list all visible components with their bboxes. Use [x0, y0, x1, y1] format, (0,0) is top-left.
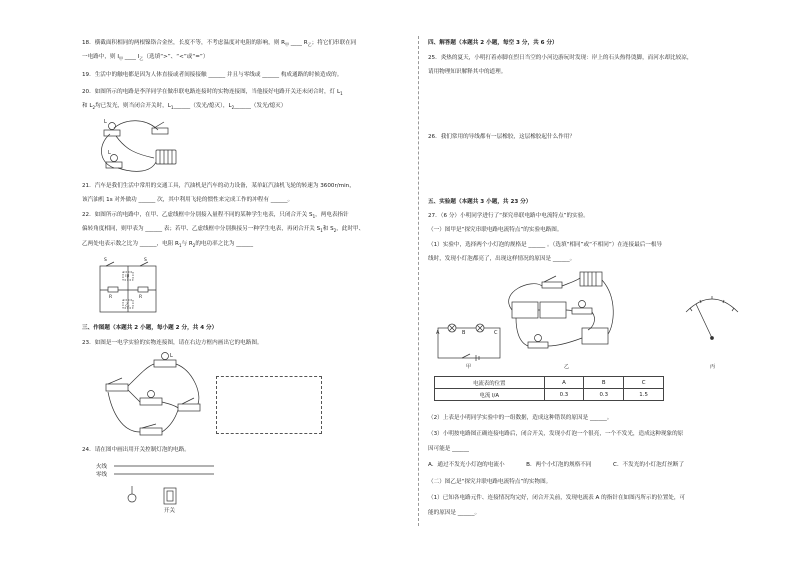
point-C: C: [494, 330, 498, 336]
q27-part5: （二）图乙是“探究并联电路电流特点”的实物图。: [428, 479, 552, 485]
q20-line2: 和 $L_2$均已发光，则当闭合开关时，$L_1\_\_\_\_\_\_$（发光/熄灭），$L_2\_\_\_\_\_\_$（发光/熄灭）: [82, 103, 287, 111]
q27-part6-line1: （1）已知各电路元件、连接情况均完好，闭合开关前，发现电流表 A 的指针在如图丙所示的位置处，可: [428, 495, 686, 501]
q25-line2: 请用物理知识解释其中的道理。: [428, 69, 507, 75]
L2-label: L: [170, 353, 173, 359]
option-b: B．两个小灯泡的规格不同: [526, 462, 592, 468]
point-B: B: [462, 330, 466, 336]
q27-part6-line2: 能的原因是 ______。: [428, 510, 481, 516]
R1-label: R: [109, 295, 113, 300]
fig-jia-label: 甲: [466, 364, 472, 370]
q25-line1: 25．炎热的夏天，小明打着赤脚在烈日当空的小河边游玩时发现：岸上的石头热得烫脚，而河水却比较凉，: [428, 55, 693, 61]
q21-line1: 21．汽车是我们生活中常用的交通工具，汽油机是汽车的动力设备，某单缸汽油机飞轮的转速为 3600r/min，: [82, 183, 355, 189]
option-c: C．不发光的小灯泡灯丝断了: [613, 462, 685, 468]
section-3-heading: 三、作图题（本题共 2 小题，每小题 2 分，共 4 分）: [82, 325, 218, 331]
zero-wire-label: 零线: [96, 472, 108, 478]
jia-label: 甲: [125, 275, 130, 280]
column-divider: [418, 36, 419, 526]
current-data-table: [434, 376, 664, 401]
q20-line1: 20．如图所示的电路是李洋同学在做串联电路连接时的实物连接图，当他接好电路开关还未闭合时，灯 $L_1$: [82, 89, 343, 97]
table-row: 电流表的位置 A B C: [435, 377, 664, 389]
q22-circuit-figure: [96, 254, 162, 320]
R2-label: R: [139, 295, 143, 300]
q27-part2-line2: 线时，发现小灯泡都亮了，出现这样情况的原因是 ______。: [428, 256, 576, 262]
q21-line2: 该汽油机 1s 对外做功 ______ 次，其中利用飞轮的惯性来完成工作的冲程有 ______。: [82, 197, 294, 203]
q27-part2-line1: （1）实验中，选择两个小灯泡的规格是 ______ 。（选填“相同”或“不相同”）在连接最后一根导: [428, 242, 663, 248]
section-5-heading: 五、实验题（本题共 3 小题，共 23 分）: [428, 199, 532, 205]
q23-circuit-figure: [98, 352, 208, 438]
q27: 27．（6 分）小明同学进行了“探究串联电路中电流特点”的实验。: [428, 213, 589, 219]
q18-line2: 一电路中，则 $I_甲$ ____ $I_乙$（选填“>”、“<”或“=”）: [82, 54, 209, 62]
q24-wiring-figure: [96, 460, 216, 524]
fig-bing-label: 丙: [710, 364, 716, 370]
q27-part3: （2）上表是小明同学实验中的一组数据，造成这种错误的原因是 ______。: [428, 415, 613, 421]
q22-line1: 22．如图所示的电路中，在甲、乙虚线框中分别接入量程不同的某种学生电表，只闭合开关 $S_1$，两电表指针: [82, 212, 349, 220]
q23: 23．如图是一电学实验的实物连接图，请在右边方框内画出它的电路图。: [82, 340, 263, 346]
q27-part1: （一）图甲是“探究串联电路电流特点”的实验电路图。: [428, 227, 563, 233]
q27-part4-line1: （3）小明按电路图正确连接电路后，闭合开关，发现小灯泡一个很亮，一个不发光，造成这种现象的原: [428, 431, 684, 437]
q20-circuit-figure: [96, 114, 186, 176]
answer-box[interactable]: [216, 376, 322, 434]
q27-figures: [432, 268, 762, 370]
section-4-heading: 四、解答题（本题共 2 小题，每空 3 分，共 6 分）: [428, 40, 558, 46]
q26: 26．我们常用的导线都有一层橡胶，这层橡胶起什么作用？: [428, 134, 575, 140]
q19: 19．生活中的触电都是因为人体直接或者间接接触 ______ 并且与零线或 ______ 构成通路的时候造成的。: [82, 72, 343, 78]
q22-line3: 乙两处电表示数之比为 ______，电阻 $R_1$与 $R_2$的电功率之比为 ______: [82, 241, 254, 249]
S1-label: S: [104, 258, 107, 263]
q24: 24．请在图中画出用开关控制灯泡的电路。: [82, 447, 190, 453]
fire-wire-label: 火线: [96, 464, 108, 470]
table-row: 电流 I/A 0.3 0.3 1.5: [435, 389, 664, 401]
L2-label: L: [108, 150, 111, 156]
q18-line1: 18．横截面积相同的两根镍铬合金丝，长度不等，不考虑温度对电阻的影响，则 $R_甲$ ____ $R_乙$；将它们串联在同: [82, 40, 357, 48]
option-a: A．通过不发光小灯泡的电流小: [428, 462, 505, 468]
S2-label: S: [144, 258, 147, 263]
q27-options: [428, 462, 684, 469]
point-A: A: [436, 330, 440, 336]
L1-label: L: [104, 119, 107, 125]
q27-part4-line2: 因可能是 ______: [428, 446, 469, 452]
switch-label: 开关: [164, 508, 176, 514]
yi-label: 乙: [125, 303, 130, 308]
q22-line2: 偏转角度相同，则甲表为 ______ 表；若甲、乙虚线框中分别换接另一种学生电表，再闭合开关 $S_1$和 $S_2$，此时甲、: [82, 226, 365, 234]
fig-yi-label: 乙: [564, 364, 570, 370]
